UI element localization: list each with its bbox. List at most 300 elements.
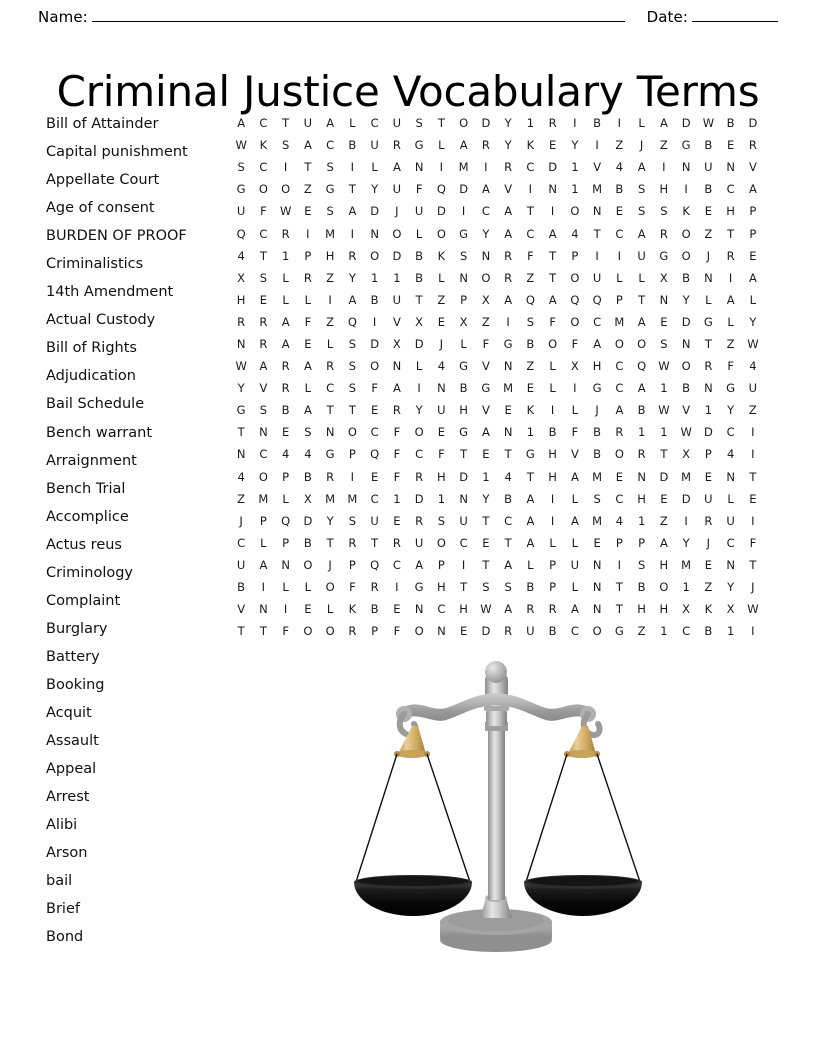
grid-cell[interactable]: K	[704, 602, 713, 617]
grid-cell[interactable]: U	[526, 624, 535, 639]
grid-cell[interactable]: N	[592, 602, 602, 617]
grid-cell[interactable]: A	[570, 602, 579, 617]
grid-cell[interactable]: X	[481, 292, 490, 307]
grid-cell[interactable]: L	[705, 292, 712, 307]
grid-cell[interactable]: P	[282, 535, 290, 550]
grid-cell[interactable]: T	[304, 160, 312, 175]
grid-cell[interactable]: B	[593, 425, 602, 440]
grid-cell[interactable]: Q	[281, 513, 291, 528]
grid-cell[interactable]: B	[548, 624, 557, 639]
grid-cell[interactable]: H	[659, 182, 669, 197]
grid-cell[interactable]: Y	[727, 403, 735, 418]
grid-cell[interactable]: L	[549, 359, 556, 374]
grid-cell[interactable]: R	[281, 359, 290, 374]
grid-cell[interactable]: C	[237, 535, 246, 550]
grid-cell[interactable]: S	[437, 513, 446, 528]
grid-cell[interactable]: Y	[371, 182, 379, 197]
grid-cell[interactable]: T	[749, 557, 757, 572]
grid-cell[interactable]: O	[392, 226, 402, 241]
grid-cell[interactable]: C	[615, 381, 624, 396]
grid-cell[interactable]: J	[639, 138, 644, 153]
grid-cell[interactable]: A	[415, 557, 424, 572]
grid-cell[interactable]: R	[748, 138, 757, 153]
grid-cell[interactable]: V	[481, 403, 490, 418]
grid-cell[interactable]: O	[570, 314, 580, 329]
grid-cell[interactable]: R	[348, 248, 357, 263]
grid-cell[interactable]: C	[326, 381, 335, 396]
grid-cell[interactable]: C	[726, 425, 735, 440]
grid-cell[interactable]: R	[326, 359, 335, 374]
grid-cell[interactable]: L	[571, 403, 579, 418]
grid-cell[interactable]: A	[303, 403, 312, 418]
grid-cell[interactable]: T	[549, 270, 557, 285]
grid-cell[interactable]: E	[660, 314, 668, 329]
grid-cell[interactable]: Z	[704, 580, 713, 595]
grid-cell[interactable]: V	[593, 160, 602, 175]
grid-cell[interactable]: O	[548, 336, 558, 351]
grid-cell[interactable]: U	[570, 557, 580, 572]
grid-cell[interactable]: 4	[615, 513, 624, 528]
grid-cell[interactable]: U	[392, 182, 402, 197]
grid-cell[interactable]: N	[459, 491, 468, 506]
grid-cell[interactable]: E	[704, 204, 713, 219]
grid-cell[interactable]: P	[348, 447, 356, 462]
grid-cell[interactable]: C	[682, 624, 691, 639]
grid-cell[interactable]: S	[237, 160, 245, 175]
grid-cell[interactable]: R	[303, 270, 312, 285]
grid-cell[interactable]: T	[348, 182, 356, 197]
grid-cell[interactable]: L	[571, 535, 579, 550]
grid-cell[interactable]: I	[550, 513, 555, 528]
grid-cell[interactable]: A	[637, 226, 646, 241]
grid-cell[interactable]: U	[392, 292, 402, 307]
grid-cell[interactable]: I	[662, 160, 666, 175]
grid-cell[interactable]: T	[660, 447, 668, 462]
grid-cell[interactable]: P	[615, 535, 623, 550]
grid-cell[interactable]: R	[526, 602, 535, 617]
grid-cell[interactable]: Y	[237, 381, 245, 396]
grid-cell[interactable]: V	[748, 160, 757, 175]
grid-cell[interactable]: R	[415, 513, 424, 528]
grid-cell[interactable]: D	[370, 204, 380, 219]
grid-cell[interactable]: A	[348, 204, 357, 219]
grid-cell[interactable]: O	[681, 359, 691, 374]
grid-cell[interactable]: S	[526, 314, 535, 329]
grid-cell[interactable]: W	[480, 602, 492, 617]
grid-cell[interactable]: L	[438, 138, 445, 153]
grid-cell[interactable]: F	[282, 624, 289, 639]
grid-cell[interactable]: E	[304, 204, 312, 219]
grid-cell[interactable]: W	[658, 359, 670, 374]
grid-cell[interactable]: J	[706, 535, 711, 550]
grid-cell[interactable]: F	[304, 314, 312, 329]
grid-cell[interactable]: A	[504, 292, 513, 307]
grid-cell[interactable]: A	[548, 292, 557, 307]
grid-cell[interactable]: R	[548, 602, 557, 617]
grid-cell[interactable]: E	[482, 535, 490, 550]
grid-cell[interactable]: E	[504, 403, 512, 418]
grid-cell[interactable]: F	[393, 624, 401, 639]
grid-cell[interactable]: H	[637, 602, 646, 617]
grid-cell[interactable]: T	[371, 535, 379, 550]
grid-cell[interactable]: R	[259, 336, 268, 351]
grid-cell[interactable]: A	[481, 425, 490, 440]
grid-cell[interactable]: R	[548, 116, 557, 131]
grid-cell[interactable]: H	[437, 580, 446, 595]
grid-cell[interactable]: Z	[704, 226, 713, 241]
grid-cell[interactable]: L	[304, 580, 312, 595]
grid-cell[interactable]: C	[526, 226, 535, 241]
grid-cell[interactable]: 1	[370, 270, 379, 285]
grid-cell[interactable]: 1	[281, 248, 290, 263]
grid-cell[interactable]: K	[682, 204, 690, 219]
grid-cell[interactable]: Q	[592, 292, 602, 307]
grid-cell[interactable]: S	[593, 491, 601, 506]
grid-cell[interactable]: I	[372, 314, 377, 329]
grid-cell[interactable]: D	[459, 469, 469, 484]
grid-cell[interactable]: T	[460, 580, 468, 595]
grid-cell[interactable]: B	[682, 270, 691, 285]
grid-cell[interactable]: C	[437, 602, 446, 617]
grid-cell[interactable]: S	[660, 336, 668, 351]
grid-cell[interactable]: N	[592, 557, 602, 572]
grid-cell[interactable]: I	[283, 602, 288, 617]
grid-cell[interactable]: N	[592, 204, 602, 219]
grid-cell[interactable]: A	[637, 314, 646, 329]
grid-cell[interactable]: P	[638, 535, 646, 550]
grid-cell[interactable]: F	[349, 580, 356, 595]
grid-cell[interactable]: E	[370, 403, 379, 418]
grid-cell[interactable]: D	[748, 116, 758, 131]
grid-cell[interactable]: D	[436, 204, 446, 219]
grid-cell[interactable]: I	[684, 182, 688, 197]
grid-cell[interactable]: I	[439, 160, 444, 175]
grid-cell[interactable]: I	[506, 314, 510, 329]
grid-cell[interactable]: S	[348, 359, 357, 374]
grid-cell[interactable]: A	[526, 491, 535, 506]
grid-cell[interactable]: I	[617, 116, 622, 131]
grid-cell[interactable]: K	[526, 403, 535, 418]
grid-cell[interactable]: F	[438, 447, 445, 462]
grid-cell[interactable]: X	[682, 602, 691, 617]
grid-cell[interactable]: R	[504, 248, 513, 263]
grid-cell[interactable]: T	[526, 469, 534, 484]
grid-cell[interactable]: A	[392, 381, 401, 396]
grid-cell[interactable]: N	[437, 381, 446, 396]
grid-cell[interactable]: E	[704, 469, 713, 484]
grid-cell[interactable]: C	[259, 116, 268, 131]
grid-cell[interactable]: B	[726, 116, 735, 131]
grid-cell[interactable]: G	[325, 447, 335, 462]
grid-cell[interactable]: A	[726, 292, 735, 307]
grid-cell[interactable]: E	[304, 336, 312, 351]
grid-cell[interactable]: O	[659, 580, 669, 595]
grid-cell[interactable]: K	[259, 138, 268, 153]
grid-cell[interactable]: Z	[748, 403, 757, 418]
grid-cell[interactable]: C	[370, 116, 379, 131]
grid-cell[interactable]: A	[659, 535, 668, 550]
grid-cell[interactable]: R	[281, 381, 290, 396]
grid-cell[interactable]: Y	[415, 403, 423, 418]
grid-cell[interactable]: U	[414, 535, 424, 550]
grid-cell[interactable]: B	[415, 248, 424, 263]
grid-cell[interactable]: Y	[482, 491, 490, 506]
grid-cell[interactable]: T	[704, 336, 712, 351]
grid-cell[interactable]: Q	[370, 557, 380, 572]
grid-cell[interactable]: P	[704, 447, 712, 462]
grid-cell[interactable]: Z	[615, 138, 624, 153]
grid-cell[interactable]: F	[260, 204, 267, 219]
grid-cell[interactable]: 1	[637, 513, 646, 528]
grid-cell[interactable]: W	[747, 336, 759, 351]
grid-cell[interactable]: E	[593, 535, 601, 550]
grid-cell[interactable]: I	[550, 403, 555, 418]
grid-cell[interactable]: A	[526, 535, 535, 550]
grid-cell[interactable]: R	[704, 513, 713, 528]
grid-cell[interactable]: B	[348, 138, 357, 153]
grid-cell[interactable]: B	[637, 403, 646, 418]
grid-cell[interactable]: A	[281, 336, 290, 351]
grid-cell[interactable]: S	[348, 381, 357, 396]
grid-cell[interactable]: B	[459, 381, 468, 396]
grid-cell[interactable]: P	[749, 226, 757, 241]
grid-cell[interactable]: P	[371, 624, 379, 639]
grid-cell[interactable]: R	[481, 138, 490, 153]
grid-cell[interactable]: F	[371, 381, 378, 396]
grid-cell[interactable]: I	[550, 491, 555, 506]
grid-cell[interactable]: L	[549, 535, 556, 550]
grid-cell[interactable]: A	[459, 138, 468, 153]
grid-cell[interactable]: F	[393, 425, 401, 440]
grid-cell[interactable]: P	[749, 204, 757, 219]
grid-cell[interactable]: N	[726, 557, 735, 572]
grid-cell[interactable]: G	[236, 182, 246, 197]
grid-cell[interactable]: K	[526, 138, 535, 153]
grid-cell[interactable]: U	[437, 403, 446, 418]
grid-cell[interactable]: J	[706, 248, 711, 263]
grid-cell[interactable]: N	[681, 336, 691, 351]
grid-cell[interactable]: A	[237, 116, 246, 131]
grid-cell[interactable]: P	[460, 292, 468, 307]
grid-cell[interactable]: N	[503, 359, 513, 374]
grid-cell[interactable]: P	[615, 292, 623, 307]
grid-cell[interactable]: A	[348, 292, 357, 307]
grid-cell[interactable]: L	[371, 160, 378, 175]
grid-cell[interactable]: X	[682, 447, 691, 462]
grid-cell[interactable]: T	[348, 403, 356, 418]
grid-cell[interactable]: I	[350, 469, 355, 484]
grid-cell[interactable]: T	[749, 469, 757, 484]
grid-cell[interactable]: C	[459, 535, 468, 550]
grid-cell[interactable]: G	[503, 336, 513, 351]
grid-cell[interactable]: 1	[704, 403, 713, 418]
grid-cell[interactable]: S	[281, 138, 290, 153]
grid-cell[interactable]: Q	[436, 182, 446, 197]
grid-cell[interactable]: A	[303, 138, 312, 153]
grid-cell[interactable]: O	[347, 425, 357, 440]
grid-cell[interactable]: C	[593, 314, 602, 329]
grid-cell[interactable]: S	[304, 425, 312, 440]
grid-cell[interactable]: B	[615, 182, 624, 197]
grid-cell[interactable]: F	[571, 425, 579, 440]
grid-cell[interactable]: P	[437, 557, 445, 572]
grid-cell[interactable]: 1	[637, 425, 646, 440]
grid-cell[interactable]: W	[279, 204, 292, 219]
grid-cell[interactable]: G	[659, 248, 669, 263]
grid-cell[interactable]: R	[415, 469, 424, 484]
grid-cell[interactable]: E	[304, 602, 312, 617]
grid-cell[interactable]: O	[681, 226, 691, 241]
grid-cell[interactable]: D	[681, 314, 691, 329]
grid-cell[interactable]: O	[592, 624, 602, 639]
grid-cell[interactable]: L	[282, 270, 289, 285]
grid-cell[interactable]: A	[593, 336, 602, 351]
grid-cell[interactable]: L	[638, 270, 645, 285]
grid-cell[interactable]: A	[504, 557, 513, 572]
grid-cell[interactable]: U	[303, 116, 313, 131]
grid-cell[interactable]: M	[503, 381, 514, 396]
grid-cell[interactable]: U	[236, 557, 246, 572]
grid-cell[interactable]: B	[504, 491, 513, 506]
grid-cell[interactable]: I	[751, 425, 755, 440]
grid-cell[interactable]: E	[548, 138, 557, 153]
grid-cell[interactable]: X	[659, 270, 668, 285]
grid-cell[interactable]: D	[481, 116, 491, 131]
grid-cell[interactable]: A	[392, 160, 401, 175]
grid-cell[interactable]: S	[348, 513, 357, 528]
grid-cell[interactable]: Y	[348, 270, 356, 285]
grid-cell[interactable]: A	[659, 116, 668, 131]
grid-cell[interactable]: B	[526, 336, 535, 351]
grid-cell[interactable]: F	[571, 336, 579, 351]
grid-cell[interactable]: X	[726, 602, 735, 617]
grid-cell[interactable]: P	[304, 248, 312, 263]
grid-cell[interactable]: L	[415, 359, 423, 374]
grid-cell[interactable]: T	[259, 248, 267, 263]
grid-cell[interactable]: 4	[281, 447, 290, 462]
grid-cell[interactable]: C	[570, 624, 579, 639]
grid-cell[interactable]: 4	[304, 447, 312, 462]
grid-cell[interactable]: X	[237, 270, 246, 285]
grid-cell[interactable]: T	[638, 292, 646, 307]
grid-cell[interactable]: 1	[437, 491, 446, 506]
grid-cell[interactable]: N	[259, 425, 268, 440]
grid-cell[interactable]: N	[370, 226, 379, 241]
grid-cell[interactable]: M	[325, 226, 336, 241]
grid-cell[interactable]: O	[325, 580, 335, 595]
grid-cell[interactable]: F	[393, 469, 401, 484]
grid-cell[interactable]: C	[415, 447, 424, 462]
grid-cell[interactable]: S	[326, 160, 334, 175]
grid-cell[interactable]: O	[637, 336, 647, 351]
grid-cell[interactable]: T	[259, 624, 267, 639]
grid-cell[interactable]: H	[548, 447, 557, 462]
grid-cell[interactable]: A	[637, 160, 646, 175]
grid-cell[interactable]: E	[437, 425, 446, 440]
grid-cell[interactable]: Z	[237, 491, 246, 506]
grid-cell[interactable]: T	[415, 292, 423, 307]
grid-cell[interactable]: Z	[326, 270, 335, 285]
grid-cell[interactable]: I	[728, 270, 733, 285]
grid-cell[interactable]: R	[348, 624, 357, 639]
grid-cell[interactable]: P	[348, 557, 356, 572]
grid-cell[interactable]: H	[726, 204, 735, 219]
grid-cell[interactable]: B	[593, 447, 602, 462]
grid-cell[interactable]: A	[281, 314, 290, 329]
grid-cell[interactable]: R	[370, 580, 379, 595]
grid-cell[interactable]: D	[414, 491, 424, 506]
grid-cell[interactable]: E	[526, 381, 535, 396]
grid-cell[interactable]: N	[414, 602, 424, 617]
grid-cell[interactable]: L	[638, 116, 645, 131]
grid-cell[interactable]: D	[548, 160, 558, 175]
grid-cell[interactable]: I	[461, 204, 466, 219]
grid-cell[interactable]: S	[415, 116, 423, 131]
grid-cell[interactable]: E	[704, 557, 713, 572]
grid-cell[interactable]: R	[392, 535, 401, 550]
grid-cell[interactable]: D	[414, 336, 424, 351]
grid-cell[interactable]: U	[704, 491, 713, 506]
grid-cell[interactable]: C	[615, 226, 624, 241]
grid-cell[interactable]: M	[592, 469, 603, 484]
grid-cell[interactable]: L	[260, 535, 267, 550]
grid-cell[interactable]: 1	[682, 580, 690, 595]
grid-cell[interactable]: M	[458, 160, 469, 175]
grid-cell[interactable]: H	[592, 359, 602, 374]
grid-cell[interactable]: Y	[504, 116, 512, 131]
grid-cell[interactable]: N	[726, 160, 735, 175]
grid-cell[interactable]: N	[236, 447, 246, 462]
grid-cell[interactable]: G	[459, 359, 469, 374]
grid-cell[interactable]: C	[526, 160, 535, 175]
grid-cell[interactable]: 1	[393, 270, 401, 285]
grid-cell[interactable]: R	[348, 535, 357, 550]
grid-cell[interactable]: 1	[526, 425, 535, 440]
grid-cell[interactable]: K	[348, 602, 357, 617]
grid-cell[interactable]: Z	[437, 292, 446, 307]
grid-cell[interactable]: N	[236, 336, 246, 351]
grid-cell[interactable]: D	[681, 491, 691, 506]
grid-cell[interactable]: L	[304, 292, 312, 307]
grid-cell[interactable]: 4	[726, 447, 735, 462]
grid-cell[interactable]: I	[751, 513, 755, 528]
grid-cell[interactable]: G	[325, 182, 335, 197]
grid-cell[interactable]: Q	[525, 292, 535, 307]
grid-cell[interactable]: H	[659, 557, 669, 572]
grid-cell[interactable]: F	[393, 447, 401, 462]
grid-cell[interactable]: Z	[526, 359, 535, 374]
grid-cell[interactable]: O	[258, 469, 268, 484]
grid-cell[interactable]: M	[592, 182, 603, 197]
grid-cell[interactable]: T	[482, 557, 490, 572]
grid-cell[interactable]: C	[615, 359, 624, 374]
grid-cell[interactable]: U	[459, 513, 468, 528]
grid-cell[interactable]: L	[460, 336, 467, 351]
grid-cell[interactable]: M	[347, 491, 358, 506]
grid-cell[interactable]: C	[259, 447, 268, 462]
grid-cell[interactable]: V	[570, 447, 579, 462]
grid-cell[interactable]: W	[680, 425, 692, 440]
grid-cell[interactable]: A	[748, 270, 757, 285]
grid-cell[interactable]: L	[304, 381, 312, 396]
grid-cell[interactable]: D	[703, 425, 713, 440]
grid-cell[interactable]: H	[459, 602, 468, 617]
grid-cell[interactable]: G	[236, 403, 246, 418]
grid-cell[interactable]: B	[682, 381, 691, 396]
grid-cell[interactable]: E	[749, 248, 757, 263]
grid-cell[interactable]: P	[571, 248, 579, 263]
grid-cell[interactable]: O	[258, 182, 268, 197]
